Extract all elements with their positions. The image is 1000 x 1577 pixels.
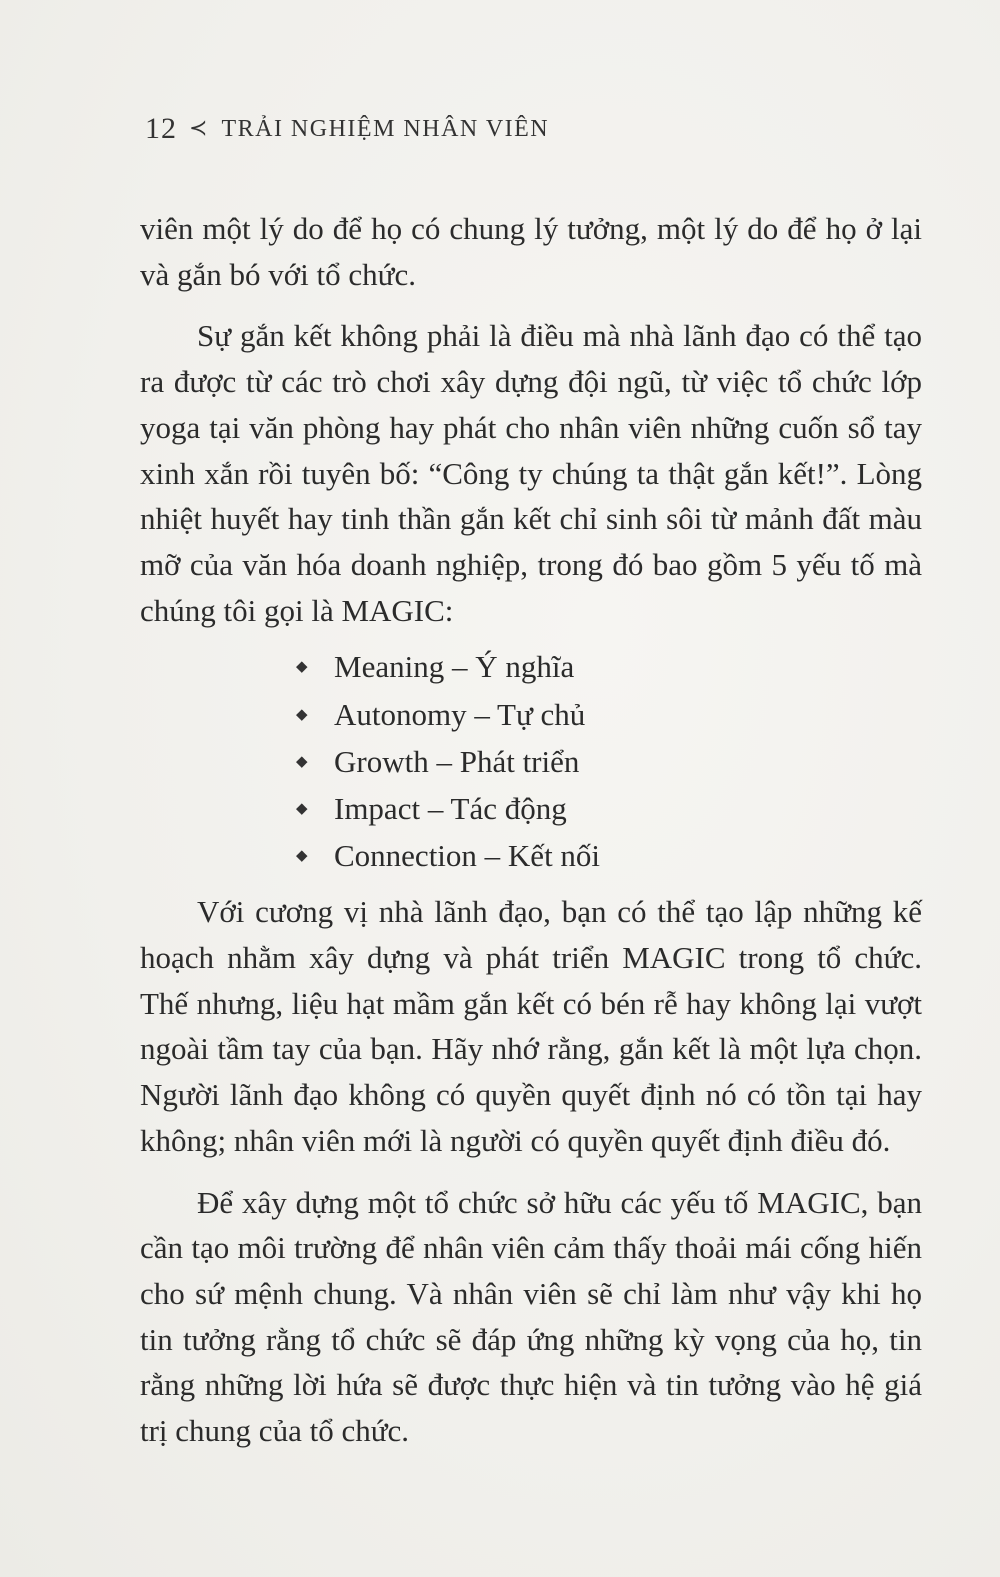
diamond-bullet-icon: ◆ — [296, 753, 308, 770]
list-item-label: Impact – Tác động — [334, 790, 567, 826]
list-item-label: Connection – Kết nối — [334, 838, 601, 874]
page-number: 12 — [145, 112, 177, 145]
running-header — [145, 112, 549, 146]
diamond-bullet-icon: ◆ — [296, 800, 308, 817]
list-item — [296, 738, 922, 785]
paragraph-engagement: Sự gắn kết không phải là điều mà nhà lãnh đạo có thể tạo ra được từ các trò chơi xây dựng đội ngũ, từ việc tổ chức lớp yoga tại văn phòng hay phát cho nhân viên những cuốn sổ tay xinh xắn rồi tuyên bố: “Công ty chúng ta thật gắn kết!”. Lòng nhiệt huyết hay tinh thần gắn kết chỉ sinh sôi từ mảnh đất màu mỡ của văn hóa doanh nghiệp, trong đó bao gồm 5 yếu tố mà chúng tôi gọi là MAGIC: — [140, 318, 922, 628]
list-item-label: Meaning – Ý nghĩa — [334, 649, 575, 685]
list-item — [296, 643, 922, 690]
list-item — [296, 691, 922, 738]
running-title: TRẢI NGHIỆM NHÂN VIÊN — [221, 115, 550, 142]
list-item — [296, 785, 922, 832]
list-item — [296, 832, 922, 879]
list-item-label: Autonomy – Tự chủ — [334, 696, 586, 732]
magic-list — [140, 643, 922, 879]
paragraph-environment: Để xây dựng một tổ chức sở hữu các yếu tố MAGIC, bạn cần tạo môi trường để nhân viên cảm thấy thoải mái cống hiến cho sứ mệnh chung. Và nhân viên sẽ chỉ làm như vậy khi họ tin tưởng rằng tổ chức sẽ đáp ứng những kỳ vọng của họ, tin rằng những lời hứa sẽ được thực hiện và tin tưởng vào hệ giá trị chung của tổ chức. — [140, 1184, 922, 1449]
paragraph-continuation: viên một lý do để họ có chung lý tưởng, một lý do để họ ở lại và gắn bó với tổ chức. — [140, 211, 922, 292]
diamond-bullet-icon: ◆ — [296, 706, 308, 723]
paragraph-leadership: Với cương vị nhà lãnh đạo, bạn có thể tạo lập những kế hoạch nhằm xây dựng và phát triển MAGIC trong tổ chức. Thế nhưng, liệu hạt mầm gắn kết có bén rễ hay không lại vượt ngoài tầm tay của bạn. Hãy nhớ rằng, gắn kết là một lựa chọn. Người lãnh đạo không có quyền quyết định nó có tồn tại hay không; nhân viên mới là người có quyền quyết định điều đó. — [140, 894, 922, 1158]
header-separator: ≺ — [189, 115, 208, 140]
diamond-bullet-icon: ◆ — [296, 848, 308, 865]
diamond-bullet-icon: ◆ — [296, 659, 308, 676]
body-text — [140, 206, 922, 1454]
list-item-label: Growth – Phát triển — [334, 743, 580, 779]
